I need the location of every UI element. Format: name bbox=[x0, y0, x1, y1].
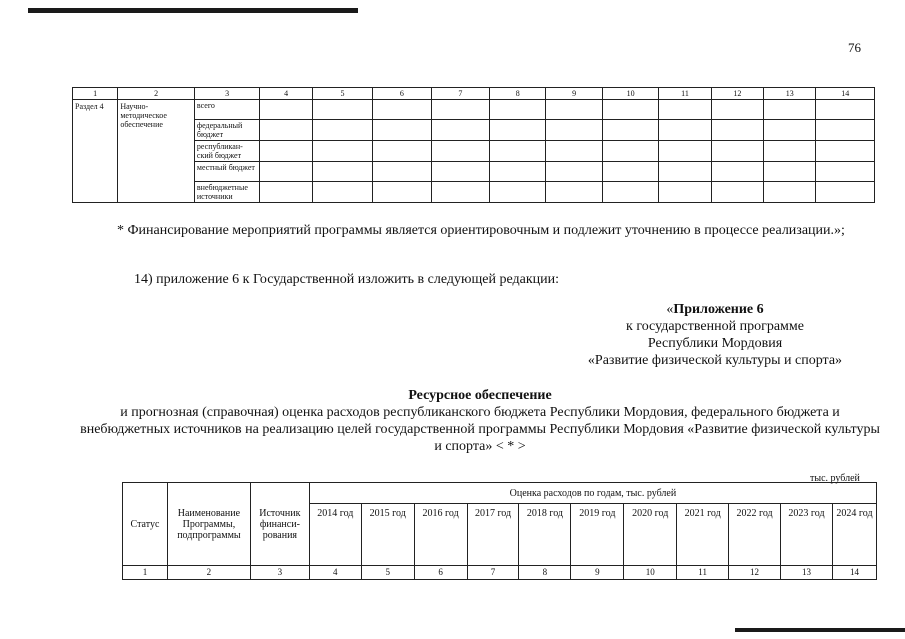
resource-title bbox=[80, 387, 880, 455]
column-number: 3 bbox=[250, 566, 309, 580]
appendix-heading bbox=[560, 301, 870, 369]
page-number: 76 bbox=[848, 40, 861, 55]
column-number: 13 bbox=[764, 88, 816, 100]
appendix-title: Приложение 6 bbox=[673, 302, 764, 317]
year-header: 2014 год bbox=[309, 504, 361, 566]
amendment-item-14: 14) приложение 6 к Государственной изложить в следующей редакции: bbox=[134, 272, 560, 287]
scan-edge-bar-bottom bbox=[735, 628, 905, 632]
year-header: 2016 год bbox=[414, 504, 467, 566]
funding-source-cell: республикан-ский бюджет bbox=[194, 141, 259, 162]
appendix-quote: « bbox=[666, 302, 674, 317]
appendix-line: к государственной программе bbox=[626, 319, 804, 334]
table-row bbox=[73, 100, 875, 120]
year-header: 2018 год bbox=[519, 504, 571, 566]
year-header: 2023 год bbox=[781, 504, 833, 566]
column-number: 7 bbox=[467, 566, 519, 580]
table-header-row bbox=[73, 88, 875, 100]
column-number: 8 bbox=[490, 88, 546, 100]
year-header: 2015 год bbox=[361, 504, 414, 566]
column-number: 13 bbox=[781, 566, 833, 580]
resource-title-text: и прогнозная (справочная) оценка расходов республиканского бюджета Республики Мордовия, федерального бюджета и внебюджетных источников на реализацию целей государственной программы Республики Мордовия «Развитие физической культуры и спорта» < * > bbox=[80, 405, 880, 454]
column-number: 10 bbox=[602, 88, 658, 100]
appendix-line: «Развитие физической культуры и спорта» bbox=[587, 353, 843, 368]
column-number: 7 bbox=[431, 88, 489, 100]
funding-source-cell: внебюджетные источники bbox=[194, 182, 259, 203]
appendix-line: Республики Мордовия bbox=[647, 336, 783, 351]
column-number: 9 bbox=[546, 88, 602, 100]
column-number: 14 bbox=[832, 566, 876, 580]
column-number: 1 bbox=[123, 566, 168, 580]
funding-source-header: Источник финанси-рования bbox=[250, 483, 309, 566]
status-header: Статус bbox=[123, 483, 168, 566]
funding-source-cell: федеральный бюджет bbox=[194, 120, 259, 141]
column-number: 12 bbox=[729, 566, 781, 580]
section-cell: Раздел 4 bbox=[73, 100, 118, 203]
column-number: 10 bbox=[624, 566, 677, 580]
appendix-title-line bbox=[560, 301, 870, 318]
column-number: 14 bbox=[816, 88, 875, 100]
column-number: 6 bbox=[414, 566, 467, 580]
scan-edge-bar bbox=[28, 8, 358, 13]
column-number: 11 bbox=[677, 566, 729, 580]
estimate-header: Оценка расходов по годам, тыс. рублей bbox=[309, 483, 876, 504]
year-header: 2024 год bbox=[832, 504, 876, 566]
year-header: 2020 год bbox=[624, 504, 677, 566]
program-name-cell: Научно-методическое обеспечение bbox=[118, 100, 195, 203]
units-label: тыс. рублей bbox=[810, 473, 860, 484]
year-header: 2021 год bbox=[677, 504, 729, 566]
program-name-header: Наименование Программы, подпрограммы bbox=[167, 483, 250, 566]
column-number: 5 bbox=[312, 88, 372, 100]
funding-source-cell: местный бюджет bbox=[194, 162, 259, 182]
funding-table-continuation bbox=[72, 87, 875, 203]
column-number-row bbox=[123, 566, 877, 580]
column-number: 12 bbox=[711, 88, 763, 100]
column-number: 4 bbox=[309, 566, 361, 580]
column-number: 8 bbox=[519, 566, 571, 580]
year-header: 2019 год bbox=[571, 504, 624, 566]
column-number: 11 bbox=[659, 88, 711, 100]
footnote-paragraph: * Финансирование мероприятий программы является ориентировочным и подлежит уточнению в процессе реализации.»; bbox=[117, 223, 845, 238]
column-number: 4 bbox=[260, 88, 312, 100]
column-number: 1 bbox=[73, 88, 118, 100]
resource-title-bold: Ресурсное обеспечение bbox=[408, 388, 552, 403]
year-header: 2022 год bbox=[729, 504, 781, 566]
column-number: 6 bbox=[373, 88, 431, 100]
resource-table-header bbox=[122, 482, 877, 580]
year-header: 2017 год bbox=[467, 504, 519, 566]
column-number: 2 bbox=[118, 88, 195, 100]
funding-source-cell: всего bbox=[194, 100, 259, 120]
column-number: 5 bbox=[361, 566, 414, 580]
column-number: 9 bbox=[571, 566, 624, 580]
column-number: 2 bbox=[167, 566, 250, 580]
column-number: 3 bbox=[194, 88, 259, 100]
